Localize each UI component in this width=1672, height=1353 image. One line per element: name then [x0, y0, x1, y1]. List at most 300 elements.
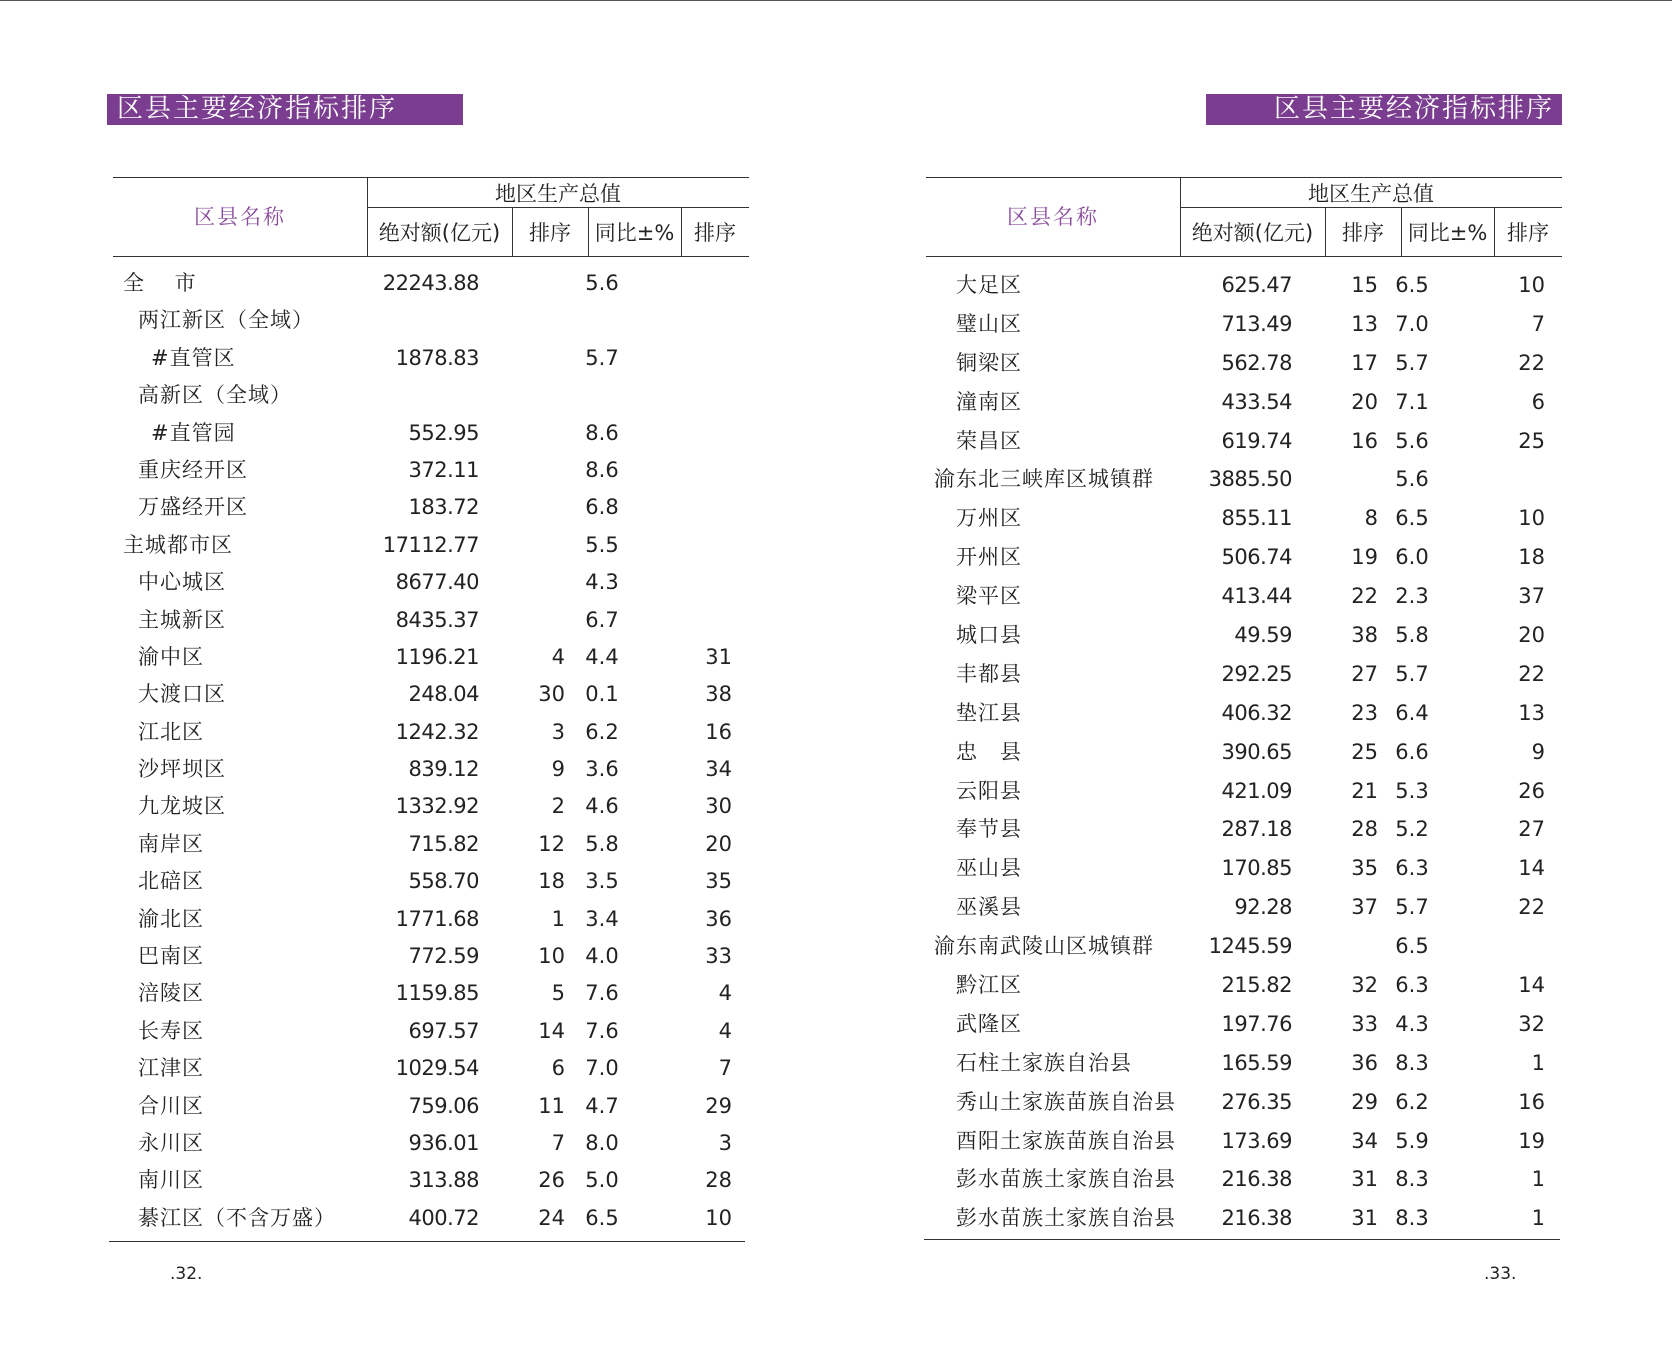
gdp-absolute-cell: 1196.21	[395, 644, 479, 669]
table-row	[113, 1050, 749, 1087]
table-row	[926, 927, 1562, 966]
gdp-absolute-cell: 421.09	[1221, 778, 1292, 803]
growth-rank-cell: 16	[1518, 1089, 1545, 1114]
gdp-absolute-cell: 1245.59	[1208, 934, 1292, 959]
district-name-cell: 渝东北三峡库区城镇群	[934, 467, 1154, 492]
table-row	[113, 751, 749, 788]
gdp-rank-cell: 19	[1351, 545, 1378, 570]
gdp-absolute-cell: 22243.88	[382, 271, 479, 295]
gdp-rank-cell: 9	[551, 757, 565, 782]
gdp-absolute-cell: 1159.85	[395, 981, 479, 1006]
gdp-absolute-cell: 855.11	[1221, 506, 1292, 531]
table-row	[926, 305, 1562, 344]
district-name-cell: 万盛经开区	[138, 495, 248, 520]
growth-rank-cell: 1	[1531, 1050, 1545, 1075]
header-bottom-rule	[926, 256, 1562, 257]
gdp-absolute-cell: 506.74	[1221, 545, 1292, 570]
district-name-cell: 南川区	[138, 1168, 204, 1193]
header-rank: 排序	[1507, 221, 1549, 245]
yoy-growth-cell: 4.7	[585, 1093, 619, 1118]
gdp-rank-cell: 24	[538, 1205, 565, 1230]
district-name-cell: 主城都市区	[123, 532, 233, 557]
header-absolute: 绝对额(亿元)	[378, 221, 501, 245]
yoy-growth-cell: 6.2	[585, 719, 619, 744]
gdp-rank-cell: 38	[1351, 623, 1378, 648]
yoy-growth-cell: 5.7	[1395, 895, 1429, 920]
yoy-growth-cell: 7.1	[1395, 389, 1429, 414]
growth-rank-cell: 22	[1518, 661, 1545, 686]
table-row	[113, 639, 749, 676]
yoy-growth-cell: 6.4	[1395, 700, 1429, 725]
growth-rank-cell: 25	[1518, 428, 1545, 453]
yoy-growth-cell: 5.0	[585, 1168, 619, 1193]
header-rank: 排序	[1342, 221, 1384, 245]
district-name-cell: #直管区	[151, 345, 236, 370]
yoy-growth-cell: 6.2	[1395, 1089, 1429, 1114]
growth-rank-cell: 4	[718, 981, 732, 1006]
district-name-cell: 铜梁区	[956, 350, 1022, 375]
table-row	[926, 422, 1562, 461]
yoy-growth-cell: 8.6	[585, 457, 619, 482]
yoy-growth-cell: 5.5	[585, 532, 619, 557]
growth-rank-cell: 7	[718, 1056, 732, 1081]
gdp-rank-cell: 17	[1351, 350, 1378, 375]
growth-rank-cell: 31	[705, 644, 732, 669]
gdp-rank-cell: 28	[1351, 817, 1378, 842]
gdp-absolute-cell: 1332.92	[395, 794, 479, 819]
right-page	[836, 0, 1672, 1353]
district-name-cell: 荣昌区	[956, 428, 1022, 453]
gdp-rank-cell: 25	[1351, 739, 1378, 764]
district-name-cell: 黔江区	[956, 973, 1022, 998]
table-row	[113, 564, 749, 601]
growth-rank-cell: 19	[1518, 1128, 1545, 1153]
yoy-growth-cell: 3.4	[585, 906, 619, 931]
table-row	[926, 733, 1562, 772]
header-yoy: 同比±%	[1407, 221, 1488, 245]
table-bottom-rule	[924, 1239, 1560, 1240]
district-name-cell: 垫江县	[956, 700, 1022, 725]
table-row	[926, 694, 1562, 733]
growth-rank-cell: 38	[705, 682, 732, 707]
yoy-growth-cell: 7.0	[585, 1056, 619, 1081]
gdp-rank-cell: 14	[538, 1018, 565, 1043]
table-row	[113, 714, 749, 751]
yoy-growth-cell: 6.3	[1395, 973, 1429, 998]
table-row	[113, 452, 749, 489]
gdp-absolute-cell: 92.28	[1234, 895, 1292, 920]
gdp-rank-cell: 34	[1351, 1128, 1378, 1153]
table-row	[113, 265, 749, 302]
gdp-rank-cell: 15	[1351, 273, 1378, 297]
gdp-absolute-cell: 619.74	[1221, 428, 1292, 453]
gdp-rank-cell: 5	[551, 981, 565, 1006]
district-name-cell: 沙坪坝区	[138, 757, 226, 782]
district-name-cell: 渝北区	[138, 906, 204, 931]
header-district-name: 区县名称	[194, 205, 286, 229]
district-name-cell: 彭水苗族土家族自治县	[956, 1206, 1176, 1231]
gdp-absolute-cell: 562.78	[1221, 350, 1292, 375]
growth-rank-cell: 1	[1531, 1167, 1545, 1192]
district-name-cell: 潼南区	[956, 389, 1022, 414]
gdp-absolute-cell: 1878.83	[395, 345, 479, 370]
table-row	[113, 302, 749, 339]
district-name-cell: 巴南区	[138, 944, 204, 969]
gdp-absolute-cell: 1771.68	[395, 906, 479, 931]
district-name-cell: 武隆区	[956, 1011, 1022, 1036]
yoy-growth-cell: 4.0	[585, 944, 619, 969]
district-name-cell: 云阳县	[956, 778, 1022, 803]
district-name-cell: 北碚区	[138, 869, 204, 894]
gdp-rank-cell: 1	[551, 906, 565, 931]
district-name-cell: 江北区	[138, 719, 204, 744]
gdp-absolute-cell: 8435.37	[395, 607, 479, 632]
table-row	[926, 772, 1562, 811]
growth-rank-cell: 26	[1518, 778, 1545, 803]
yoy-growth-cell: 4.6	[585, 794, 619, 819]
table-row	[113, 415, 749, 452]
district-name-cell: 大足区	[956, 273, 1022, 297]
district-name-cell: 开州区	[956, 545, 1022, 570]
gdp-absolute-cell: 390.65	[1221, 739, 1292, 764]
growth-rank-cell: 4	[718, 1018, 732, 1043]
yoy-growth-cell: 7.0	[1395, 311, 1429, 336]
district-name-cell: 长寿区	[138, 1018, 204, 1043]
yoy-growth-cell: 6.0	[1395, 545, 1429, 570]
district-name-cell: 酉阳土家族苗族自治县	[956, 1128, 1176, 1153]
yoy-growth-cell: 5.6	[1395, 467, 1429, 492]
table-row	[113, 676, 749, 713]
yoy-growth-cell: 5.8	[1395, 623, 1429, 648]
gdp-rank-cell: 30	[538, 682, 565, 707]
table-row	[113, 938, 749, 975]
page-banner: 区县主要经济指标排序	[107, 94, 463, 125]
district-name-cell: #直管园	[151, 420, 236, 445]
gdp-absolute-cell: 936.01	[408, 1130, 479, 1155]
gdp-rank-cell: 11	[538, 1093, 565, 1118]
district-name-cell: 彭水苗族土家族自治县	[956, 1167, 1176, 1192]
table-row	[113, 1125, 749, 1162]
table-body	[113, 265, 749, 1237]
header-district-name: 区县名称	[1007, 205, 1099, 229]
yoy-growth-cell: 7.6	[585, 1018, 619, 1043]
growth-rank-cell: 10	[1518, 506, 1545, 531]
table-row	[113, 377, 749, 414]
district-name-cell: 巫溪县	[956, 895, 1022, 920]
gdp-rank-cell: 26	[538, 1168, 565, 1193]
yoy-growth-cell: 5.7	[1395, 661, 1429, 686]
gdp-absolute-cell: 697.57	[408, 1018, 479, 1043]
gdp-absolute-cell: 413.44	[1221, 584, 1292, 609]
district-name-cell: 主城新区	[138, 607, 226, 632]
gdp-absolute-cell: 8677.40	[395, 570, 479, 595]
yoy-growth-cell: 5.8	[585, 831, 619, 856]
gdp-absolute-cell: 49.59	[1234, 623, 1292, 648]
table-row	[926, 1122, 1562, 1161]
yoy-growth-cell: 5.7	[1395, 350, 1429, 375]
yoy-growth-cell: 5.7	[585, 345, 619, 370]
district-name-cell: 南岸区	[138, 831, 204, 856]
table-row	[926, 888, 1562, 927]
gdp-rank-cell: 33	[1351, 1011, 1378, 1036]
gdp-absolute-cell: 17112.77	[382, 532, 479, 557]
gdp-rank-cell: 22	[1351, 584, 1378, 609]
yoy-growth-cell: 6.5	[585, 1205, 619, 1230]
gdp-rank-cell: 37	[1351, 895, 1378, 920]
district-name-cell: 高新区（全域）	[138, 383, 292, 408]
gdp-rank-cell: 12	[538, 831, 565, 856]
gdp-absolute-cell: 715.82	[408, 831, 479, 856]
district-name-cell: 石柱土家族自治县	[956, 1050, 1132, 1075]
gdp-rank-cell: 4	[551, 644, 565, 669]
table-row	[113, 602, 749, 639]
district-name-cell: 城口县	[956, 623, 1022, 648]
header-absolute: 绝对额(亿元)	[1191, 221, 1314, 245]
district-name-cell: 中心城区	[138, 570, 226, 595]
table-row	[926, 1044, 1562, 1083]
yoy-growth-cell: 8.3	[1395, 1206, 1429, 1231]
growth-rank-cell: 33	[705, 944, 732, 969]
gdp-rank-cell: 18	[538, 869, 565, 894]
growth-rank-cell: 14	[1518, 973, 1545, 998]
gdp-absolute-cell: 372.11	[408, 457, 479, 482]
gdp-rank-cell: 35	[1351, 856, 1378, 881]
gdp-rank-cell: 8	[1364, 506, 1378, 531]
gdp-absolute-cell: 759.06	[408, 1093, 479, 1118]
gdp-rank-cell: 7	[551, 1130, 565, 1155]
district-name-cell: 永川区	[138, 1130, 204, 1155]
yoy-growth-cell: 8.3	[1395, 1050, 1429, 1075]
growth-rank-cell: 27	[1518, 817, 1545, 842]
gdp-rank-cell: 31	[1351, 1167, 1378, 1192]
gdp-absolute-cell: 170.85	[1221, 856, 1292, 881]
table-row	[113, 863, 749, 900]
table-row	[926, 266, 1562, 305]
yoy-growth-cell: 5.6	[1395, 428, 1429, 453]
yoy-growth-cell: 2.3	[1395, 584, 1429, 609]
table-row	[113, 901, 749, 938]
growth-rank-cell: 10	[705, 1205, 732, 1230]
growth-rank-cell: 18	[1518, 545, 1545, 570]
gdp-absolute-cell: 287.18	[1221, 817, 1292, 842]
table-row	[113, 1162, 749, 1199]
growth-rank-cell: 20	[705, 831, 732, 856]
gdp-rank-cell: 36	[1351, 1050, 1378, 1075]
growth-rank-cell: 9	[1531, 739, 1545, 764]
page-banner: 区县主要经济指标排序	[1206, 94, 1562, 125]
table-row	[926, 849, 1562, 888]
yoy-growth-cell: 5.9	[1395, 1128, 1429, 1153]
gdp-absolute-cell: 197.76	[1221, 1011, 1292, 1036]
yoy-growth-cell: 6.3	[1395, 856, 1429, 881]
growth-rank-cell: 22	[1518, 350, 1545, 375]
table-row	[113, 1013, 749, 1050]
gdp-absolute-cell: 292.25	[1221, 661, 1292, 686]
gdp-rank-cell: 13	[1351, 311, 1378, 336]
district-name-cell: 重庆经开区	[138, 457, 248, 482]
growth-rank-cell: 6	[1531, 389, 1545, 414]
growth-rank-cell: 36	[705, 906, 732, 931]
header-rank: 排序	[694, 221, 736, 245]
table-row	[113, 1088, 749, 1125]
growth-rank-cell: 28	[705, 1168, 732, 1193]
table-row	[113, 340, 749, 377]
gdp-rank-cell: 27	[1351, 661, 1378, 686]
table-row	[926, 966, 1562, 1005]
gdp-absolute-cell: 1242.32	[395, 719, 479, 744]
gdp-absolute-cell: 406.32	[1221, 700, 1292, 725]
yoy-growth-cell: 4.3	[1395, 1011, 1429, 1036]
yoy-growth-cell: 8.6	[585, 420, 619, 445]
gdp-rank-cell: 21	[1351, 778, 1378, 803]
growth-rank-cell: 13	[1518, 700, 1545, 725]
table-row	[926, 655, 1562, 694]
gdp-rank-cell: 23	[1351, 700, 1378, 725]
gdp-absolute-cell: 713.49	[1221, 311, 1292, 336]
header-gdp-group: 地区生产总值	[1308, 182, 1434, 206]
gdp-rank-cell: 32	[1351, 973, 1378, 998]
gdp-absolute-cell: 216.38	[1221, 1167, 1292, 1192]
page-number: .32.	[170, 1264, 203, 1284]
district-name-cell: 合川区	[138, 1093, 204, 1118]
growth-rank-cell: 22	[1518, 895, 1545, 920]
yoy-growth-cell: 5.2	[1395, 817, 1429, 842]
district-name-cell: 万州区	[956, 506, 1022, 531]
yoy-growth-cell: 7.6	[585, 981, 619, 1006]
yoy-growth-cell: 3.5	[585, 869, 619, 894]
table-row	[926, 577, 1562, 616]
table-row	[926, 1083, 1562, 1122]
gdp-rank-cell: 3	[551, 719, 565, 744]
table-row	[113, 527, 749, 564]
gdp-absolute-cell: 3885.50	[1208, 467, 1292, 492]
table-bottom-rule	[109, 1241, 745, 1242]
gdp-rank-cell: 29	[1351, 1089, 1378, 1114]
district-name-cell: 江津区	[138, 1056, 204, 1081]
growth-rank-cell: 35	[705, 869, 732, 894]
growth-rank-cell: 37	[1518, 584, 1545, 609]
gdp-rank-cell: 16	[1351, 428, 1378, 453]
growth-rank-cell: 34	[705, 757, 732, 782]
district-name-cell: 渝东南武陵山区城镇群	[934, 934, 1154, 959]
table-row	[113, 788, 749, 825]
district-name-cell: 两江新区（全域）	[138, 308, 314, 333]
gdp-absolute-cell: 173.69	[1221, 1128, 1292, 1153]
gdp-absolute-cell: 625.47	[1221, 273, 1292, 297]
table-row	[926, 460, 1562, 499]
gdp-absolute-cell: 216.38	[1221, 1206, 1292, 1231]
district-name-cell: 九龙坡区	[138, 794, 226, 819]
table-row	[926, 383, 1562, 422]
district-name-cell: 奉节县	[956, 817, 1022, 842]
gdp-absolute-cell: 183.72	[408, 495, 479, 520]
gdp-absolute-cell: 248.04	[408, 682, 479, 707]
district-name-cell: 全 市	[123, 271, 197, 295]
table-row	[926, 538, 1562, 577]
table-body	[926, 266, 1562, 1238]
gdp-absolute-cell: 215.82	[1221, 973, 1292, 998]
yoy-growth-cell: 5.6	[585, 271, 619, 295]
gdp-absolute-cell: 839.12	[408, 757, 479, 782]
gdp-absolute-cell: 433.54	[1221, 389, 1292, 414]
yoy-growth-cell: 0.1	[585, 682, 619, 707]
gdp-absolute-cell: 1029.54	[395, 1056, 479, 1081]
table-row	[926, 499, 1562, 538]
yoy-growth-cell: 6.5	[1395, 934, 1429, 959]
yoy-growth-cell: 6.5	[1395, 273, 1429, 297]
table-row	[113, 489, 749, 526]
district-name-cell: 梁平区	[956, 584, 1022, 609]
table-row	[926, 1160, 1562, 1199]
table-row	[926, 810, 1562, 849]
gdp-absolute-cell: 165.59	[1221, 1050, 1292, 1075]
yoy-growth-cell: 4.3	[585, 570, 619, 595]
district-name-cell: 璧山区	[956, 311, 1022, 336]
yoy-growth-cell: 6.8	[585, 495, 619, 520]
yoy-growth-cell: 8.3	[1395, 1167, 1429, 1192]
header-bottom-rule	[113, 256, 749, 257]
growth-rank-cell: 32	[1518, 1011, 1545, 1036]
district-name-cell: 忠 县	[956, 739, 1022, 764]
header-rank: 排序	[529, 221, 571, 245]
gdp-absolute-cell: 772.59	[408, 944, 479, 969]
yoy-growth-cell: 6.7	[585, 607, 619, 632]
table-row	[113, 975, 749, 1012]
district-name-cell: 巫山县	[956, 856, 1022, 881]
growth-rank-cell: 30	[705, 794, 732, 819]
growth-rank-cell: 3	[718, 1130, 732, 1155]
table-row	[926, 1005, 1562, 1044]
district-name-cell: 大渡口区	[138, 682, 226, 707]
page-number: .33.	[1484, 1264, 1517, 1284]
district-name-cell: 丰都县	[956, 661, 1022, 686]
yoy-growth-cell: 6.5	[1395, 506, 1429, 531]
gdp-rank-cell: 31	[1351, 1206, 1378, 1231]
yoy-growth-cell: 4.4	[585, 644, 619, 669]
district-name-cell: 秀山土家族苗族自治县	[956, 1089, 1176, 1114]
table-row	[926, 616, 1562, 655]
table-row	[113, 1200, 749, 1237]
table-row	[926, 1199, 1562, 1238]
gdp-rank-cell: 6	[551, 1056, 565, 1081]
yoy-growth-cell: 8.0	[585, 1130, 619, 1155]
gdp-rank-cell: 20	[1351, 389, 1378, 414]
district-name-cell: 綦江区（不含万盛）	[138, 1205, 336, 1230]
growth-rank-cell: 1	[1531, 1206, 1545, 1231]
yoy-growth-cell: 3.6	[585, 757, 619, 782]
district-name-cell: 涪陵区	[138, 981, 204, 1006]
growth-rank-cell: 16	[705, 719, 732, 744]
gdp-absolute-cell: 558.70	[408, 869, 479, 894]
growth-rank-cell: 29	[705, 1093, 732, 1118]
district-name-cell: 渝中区	[138, 644, 204, 669]
header-gdp-group: 地区生产总值	[495, 182, 621, 206]
growth-rank-cell: 10	[1518, 273, 1545, 297]
gdp-absolute-cell: 552.95	[408, 420, 479, 445]
gdp-rank-cell: 10	[538, 944, 565, 969]
growth-rank-cell: 14	[1518, 856, 1545, 881]
yoy-growth-cell: 5.3	[1395, 778, 1429, 803]
gdp-rank-cell: 2	[551, 794, 565, 819]
table-row	[113, 826, 749, 863]
growth-rank-cell: 7	[1531, 311, 1545, 336]
header-yoy: 同比±%	[594, 221, 675, 245]
table-row	[926, 344, 1562, 383]
yoy-growth-cell: 6.6	[1395, 739, 1429, 764]
gdp-absolute-cell: 276.35	[1221, 1089, 1292, 1114]
growth-rank-cell: 20	[1518, 623, 1545, 648]
gdp-absolute-cell: 400.72	[408, 1205, 479, 1230]
